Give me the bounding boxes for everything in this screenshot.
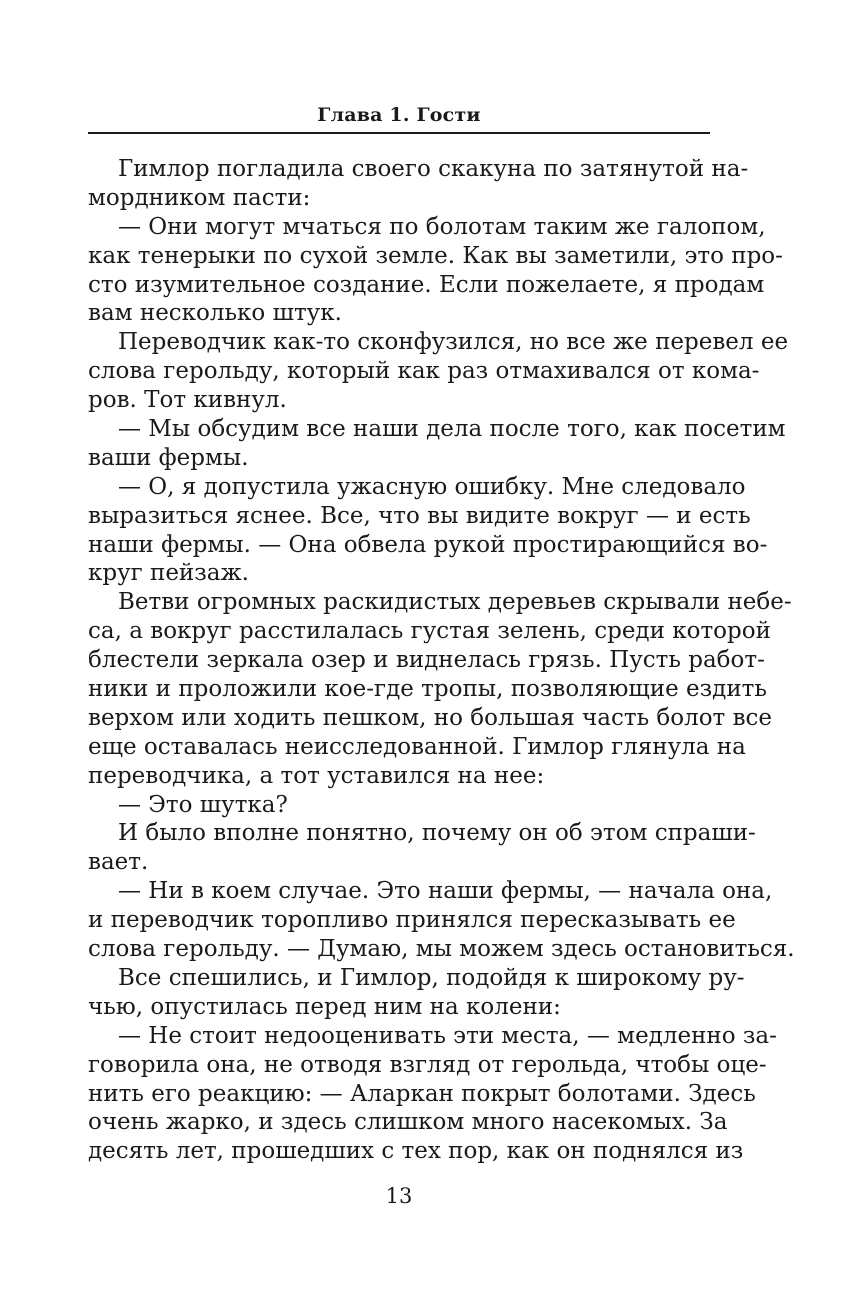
text-line: са, а вокруг расстилалась густая зелень, среди которой bbox=[88, 618, 771, 645]
text-line: наши фермы. — Она обвела рукой простирающийся во- bbox=[88, 531, 768, 558]
text-line: выразиться яснее. Все, что вы видите вокруг — и есть bbox=[88, 502, 751, 529]
text-line: — О, я допустила ужасную ошибку. Мне следовало bbox=[118, 473, 746, 500]
text-line: десять лет, прошедших с тех пор, как он поднялся из bbox=[88, 1138, 744, 1165]
text-line: чью, опустилась перед ним на колени: bbox=[88, 993, 561, 1020]
body-text bbox=[88, 155, 795, 1166]
text-line: Переводчик как-то сконфузился, но все же перевел ее bbox=[118, 329, 789, 356]
text-line: еще оставалась неисследованной. Гимлор глянула на bbox=[88, 733, 746, 760]
text-line: переводчика, а тот уставился на нее: bbox=[88, 762, 545, 789]
text-line: — Ни в коем случае. Это наши фермы, — начала она, bbox=[118, 878, 773, 905]
text-line: сто изумительное создание. Если пожелаете, я продам bbox=[88, 271, 765, 298]
text-line: вает. bbox=[88, 849, 149, 876]
text-line: нить его реакцию: — Аларкан покрыт болотами. Здесь bbox=[88, 1080, 756, 1107]
text-line: ваши фермы. bbox=[88, 444, 249, 471]
text-line: говорила она, не отводя взгляд от герольда, чтобы оце- bbox=[88, 1051, 767, 1078]
text-line: И было вполне понятно, почему он об этом спраши- bbox=[118, 820, 756, 847]
text-line: как тенерыки по сухой земле. Как вы заметили, это про- bbox=[88, 242, 783, 269]
text-line: верхом или ходить пешком, но большая часть болот все bbox=[88, 704, 773, 731]
text-line: и переводчик торопливо принялся пересказывать ее bbox=[88, 907, 736, 934]
text-line: вам несколько штук. bbox=[88, 300, 342, 327]
text-line: — Они могут мчаться по болотам таким же галопом, bbox=[118, 213, 766, 240]
text-line: блестели зеркала озер и виднелась грязь. Пусть работ- bbox=[88, 647, 765, 674]
text-line: слова герольду. — Думаю, мы можем здесь остановиться. bbox=[88, 936, 795, 963]
header-rule bbox=[88, 132, 710, 134]
text-line: слова герольду, который как раз отмахивался от кома- bbox=[88, 358, 760, 385]
text-line: — Не стоит недооценивать эти места, — медленно за- bbox=[118, 1022, 777, 1049]
page-number: 13 bbox=[385, 1184, 413, 1208]
text-line: круг пейзаж. bbox=[88, 560, 249, 587]
text-line: очень жарко, и здесь слишком много насекомых. За bbox=[88, 1109, 728, 1136]
text-line: Гимлор погладила своего скакуна по затянутой на- bbox=[118, 156, 749, 182]
running-head-title: Глава 1. Гости bbox=[317, 104, 481, 126]
text-line: — Мы обсудим все наши дела после того, как посетим bbox=[118, 416, 786, 443]
text-line: Ветви огромных раскидистых деревьев скрывали небе- bbox=[118, 589, 792, 616]
text-line: Все спешились, и Гимлор, подойдя к широкому ру- bbox=[118, 964, 745, 991]
text-line: мордником пасти: bbox=[88, 184, 311, 211]
text-line: ров. Тот кивнул. bbox=[88, 387, 287, 414]
text-line: — Это шутка? bbox=[118, 791, 288, 818]
text-line: ники и проложили кое-где тропы, позволяющие ездить bbox=[88, 676, 767, 703]
